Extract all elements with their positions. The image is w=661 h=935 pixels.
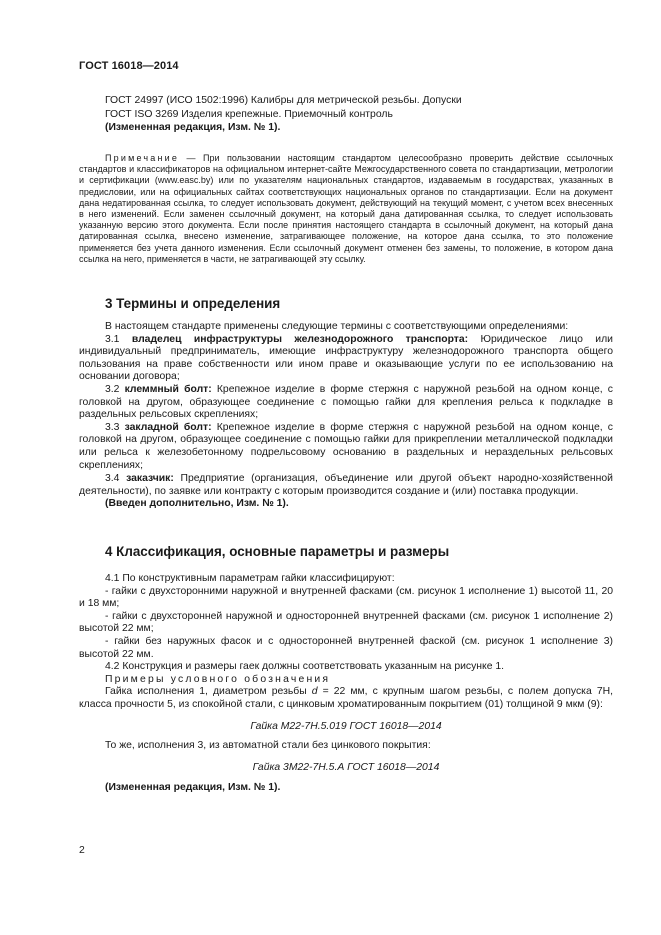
term-3-1: 3.1 владелец инфраструктуры железнодорожного транспорта: Юридическое лицо или индивидуальный предприниматель, имеющие инфраструктуру железнодорожного транспорта общего пользования на праве собственности или ином праве и оказывающие услуги по ее использованию на основании договора; xyxy=(79,333,613,383)
section-4-body xyxy=(79,573,613,795)
page-number: 2 xyxy=(79,845,85,856)
term-3-2-name: клеммный болт: xyxy=(124,383,212,395)
example-2-description: То же, исполнения 3, из автоматной стали без цинкового покрытия: xyxy=(105,740,431,752)
designation-example-1: Гайка М22-7Н.5.019 ГОСТ 16018—2014 xyxy=(250,720,442,732)
term-3-2-definition: Крепежное изделие в форме стержня с наружной резьбой на одном конце, с головкой на другом, образующее соединение с помощью гайки для крепления рельса к подкладке в раздельных рельсовых скреплениях; xyxy=(79,383,613,421)
term-3-1-name: владелец инфраструктуры железнодорожного транспорта: xyxy=(131,333,469,345)
nut-type-1: - гайки с двухсторонними наружной и внутренней фасками (см. рисунок 1 исполнение 1) высотой 11, 20 и 18 мм; xyxy=(79,585,613,610)
section-4-amendment: (Измененная редакция, Изм. № 1). xyxy=(105,782,281,794)
reference-gost-24997: ГОСТ 24997 (ИСО 1502:1996) Калибры для метрической резьбы. Допуски xyxy=(105,95,462,106)
diameter-variable: d xyxy=(311,686,318,698)
term-3-3-name: закладной болт: xyxy=(124,421,212,433)
term-3-4-name: заказчик: xyxy=(126,473,174,485)
term-3-3-definition: Крепежное изделие в форме стержня с наружной резьбой на одном конце, с головкой на другом, образующее соединение с помощью гайки для прикреплении металлической подкладки или рельса к железобетонному подрельсовому основанию в раздельных и нераздельных рельсовых скреплениях; xyxy=(79,421,613,471)
term-3-4-definition: Предприятие (организация, объединение или другой объект народно-хозяйственной деятельности), по заявке или контракту с которым производится создание и (или) поставка продукции. xyxy=(79,473,613,497)
nut-type-2: - гайки с двухсторонней наружной и односторонней внутренней фасками (см. рисунок 1 исполнение 2) высотой 22 мм; xyxy=(79,610,613,635)
note-text: — При пользовании настоящим стандартом целесообразно проверить действие ссылочных стандартов и классификаторов на официальном интернет-сайте Межгосударственного совета по стандартизации, метрологии и сертификации (www.easc.by) или по указателям национальных стандартов, издаваемым в государствах, указанных в предисловии, или на официальных сайтах соответствующих национальных органов по стандартизации. Если на документ дана недатированная ссылка, то следует использовать документ, действующий на текущий момент, с учетом всех внесенных в него изменений. Если заменен ссылочный документ, на который дана датированная ссылка, то следует использовать указанную версию этого документа. Если после принятия настоящего стандарта в ссылочный документ, на который дана датированная ссылка, внесено изменение, затрагивающее положение, на которое дана ссылка, то это положение применяется без учета данного изменения. Если ссылочный документ отменен без замены, то положение, в котором дана ссылка на него, применяется в части, не затрагивающей эту ссылку. xyxy=(79,153,613,264)
examples-heading: Примеры условного обозначения xyxy=(105,673,331,685)
clause-4-1: 4.1 По конструктивным параметрам гайки классифицируют: xyxy=(105,573,395,584)
reference-gost-iso-3269: ГОСТ ISO 3269 Изделия крепежные. Приемочный контроль xyxy=(105,108,393,120)
designation-example-2: Гайка 3М22-7Н.5.А ГОСТ 16018—2014 xyxy=(252,761,440,773)
section-3-intro: В настоящем стандарте применены следующие термины с соответствующими определениями: xyxy=(105,321,569,332)
section-3-amendment: (Введен дополнительно, Изм. № 1). xyxy=(105,498,289,510)
normative-references-continued xyxy=(79,94,613,135)
clause-4-2: 4.2 Конструкция и размеры гаек должны соответствовать указанным на рисунке 1. xyxy=(105,661,505,673)
term-3-4: 3.4 заказчик: Предприятие (организация, объединение или другой объект народно-хозяйственной деятельности), по заявке или контракту с которым производится создание и (или) поставка продукции. xyxy=(79,473,613,497)
term-3-2: 3.2 клеммный болт: Крепежное изделие в форме стержня с наружной резьбой на одном конце, с головкой на другом, образующее соединение с помощью гайки для крепления рельса к подкладке в раздельных рельсовых скреплениях; xyxy=(79,383,613,421)
document-header: ГОСТ 16018—2014 xyxy=(79,60,179,72)
nut-type-3: - гайки без наружных фасок и с односторонней внутренней фаской (см. рисунок 1 исполнение 3) высотой 22 мм. xyxy=(79,635,613,660)
term-3-1-definition: Юридическое лицо или индивидуальный предприниматель, имеющие инфраструктуру железнодорожного транспорта общего пользования на праве собственности или ином праве и оказывающие услуги по ее использованию на основании договора; xyxy=(79,333,613,383)
example-1-description: Гайка исполнения 1, диаметром резьбы d = 22 мм, с крупным шагом резьбы, с полем допуска 7Н, класса прочности 5, из спокойной стали, с цинковым хроматированным покрытием (01) толщиной 9 мкм (9): xyxy=(79,686,613,710)
section-3-body xyxy=(79,321,613,511)
note-label: Примечание xyxy=(105,153,180,163)
section-4-title: 4 Классификация, основные параметры и размеры xyxy=(105,544,450,559)
section-3-title: 3 Термины и определения xyxy=(105,296,281,311)
amendment-note: (Измененная редакция, Изм. № 1). xyxy=(105,122,281,133)
term-3-3: 3.3 закладной болт: Крепежное изделие в форме стержня с наружной резьбой на одном конце, с головкой на другом, образующее соединение с помощью гайки для прикреплении металлической подкладки или рельса к железобетонному подрельсовому основанию в раздельных и нераздельных рельсовых скреплениях; xyxy=(79,421,613,471)
note-paragraph xyxy=(79,153,613,265)
